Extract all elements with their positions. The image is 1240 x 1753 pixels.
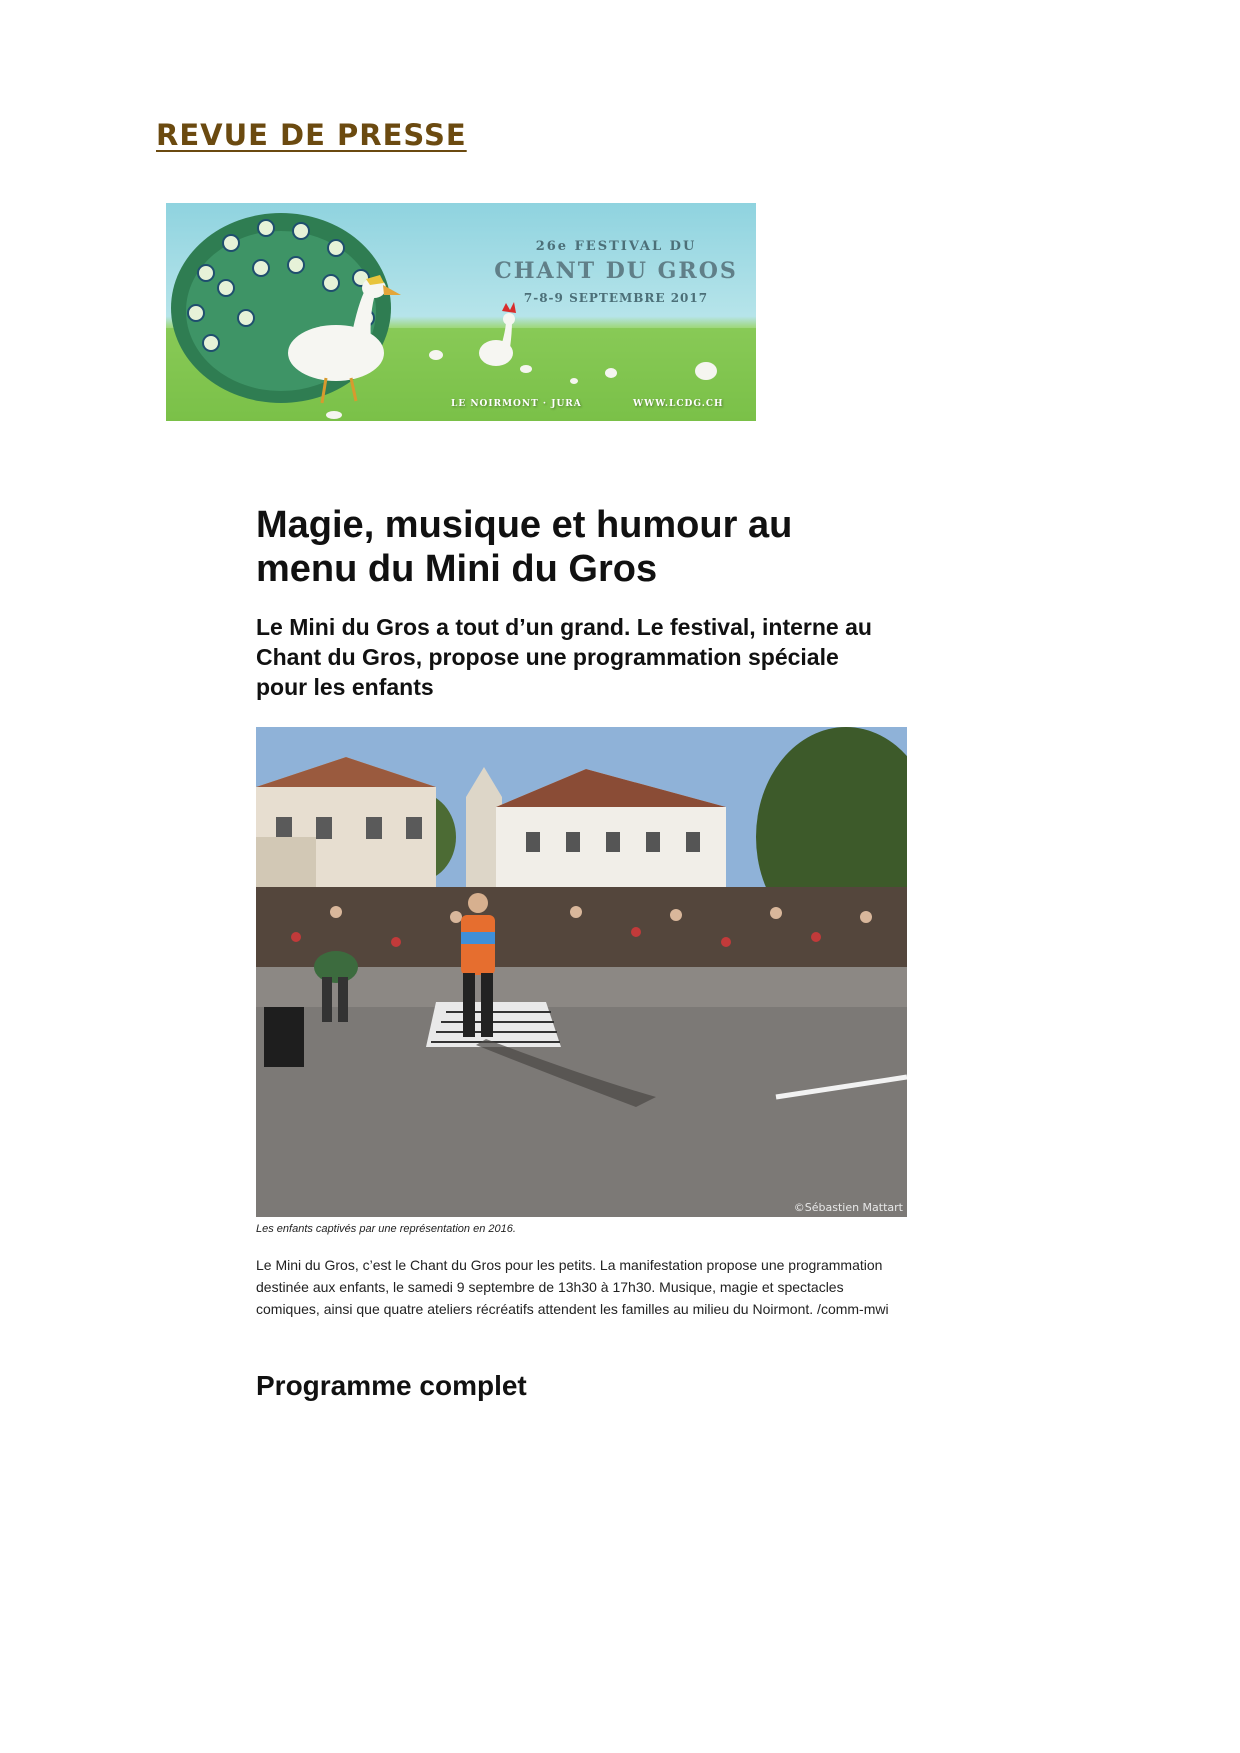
- banner-illustration: [166, 203, 756, 421]
- banner-website: WWW.LCDG.CH: [633, 399, 724, 409]
- photo-credit: ©Sébastien Mattart: [793, 1201, 903, 1214]
- performance-scene-image: [256, 727, 907, 1217]
- article-lead: Le Mini du Gros a tout d’un grand. Le festival, interne au Chant du Gros, propose une programmation spéciale pour les enfants: [256, 614, 872, 700]
- checkered-mat-icon: [426, 1002, 561, 1047]
- article-body: Le Mini du Gros, c’est le Chant du Gros pour les petits. La manifestation propose une programmation destinée aux enfants, le samedi 9 septembre de 13h30 à 17h30. Musique, magie et spectacles comiques, ainsi que quatre ateliers récréatifs attendent les familles au milieu du Noirmont. /comm-mwi: [256, 1257, 889, 1317]
- article-photo: [256, 727, 907, 1217]
- festival-banner: [166, 203, 756, 421]
- program-heading: Programme complet: [256, 1370, 527, 1401]
- banner-dates: 7-8-9 SEPTEMBRE 2017: [523, 291, 709, 305]
- banner-location: LE NOIRMONT · JURA: [451, 399, 582, 409]
- article-headline: Magie, musique et humour au menu du Mini du Gros: [256, 504, 793, 590]
- section-title: REVUE DE PRESSE: [156, 118, 467, 152]
- banner-festival-name: CHANT DU GROS: [494, 258, 738, 284]
- banner-edition: 26e FESTIVAL DU: [535, 239, 697, 254]
- photo-caption: Les enfants captivés par une représentation en 2016.: [256, 1223, 516, 1235]
